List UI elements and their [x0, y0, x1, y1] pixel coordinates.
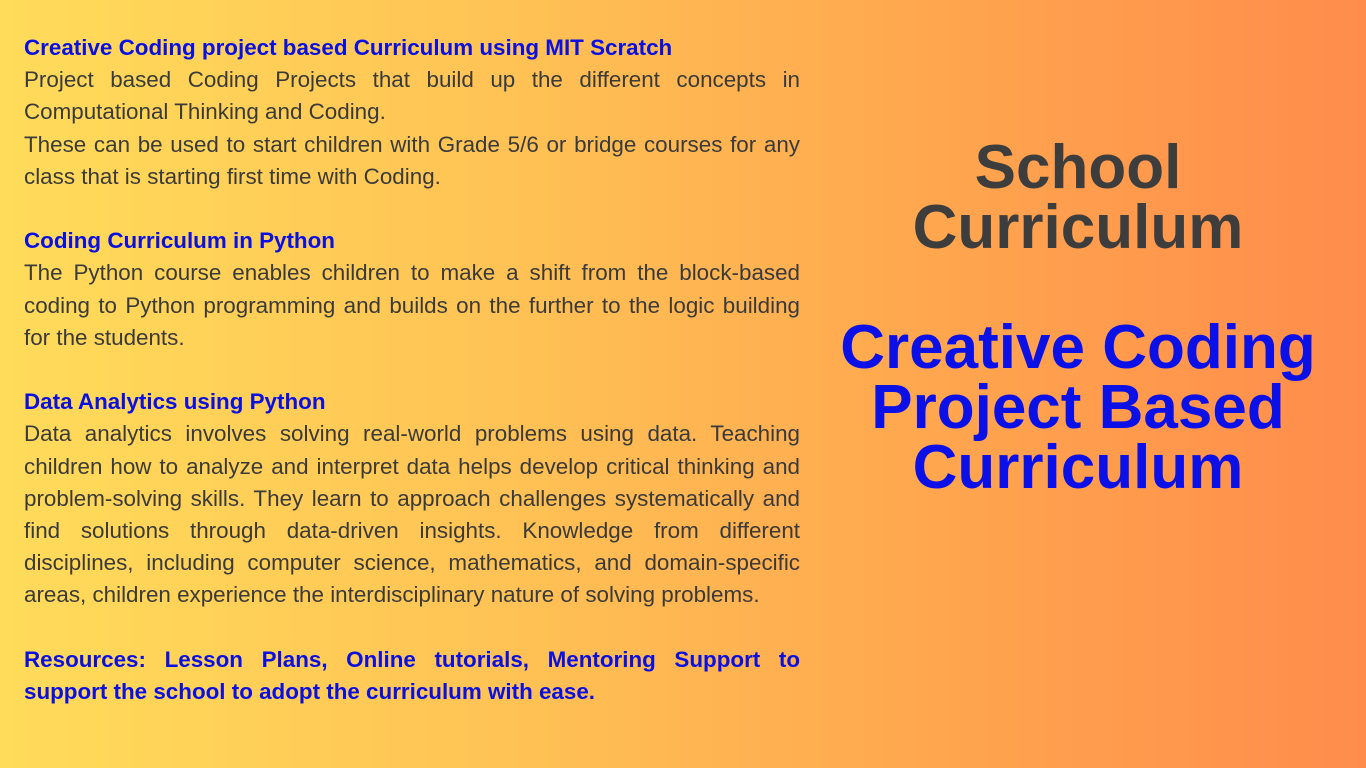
- title-line: Curriculum: [912, 193, 1244, 262]
- section-data-analytics: [24, 386, 800, 611]
- section-heading: Data Analytics using Python: [24, 389, 326, 415]
- resources-note: Resources: Lesson Plans, Online tutorials, Mentoring Support to support the school to adopt the curriculum with ease.: [24, 646, 800, 705]
- right-panel: [830, 133, 1326, 502]
- section-paragraph: Project based Coding Projects that build up the different concepts in Computational Thinking and Coding.: [24, 67, 800, 125]
- section-python: [24, 225, 800, 354]
- left-column: [24, 32, 800, 708]
- page-subtitle: [830, 313, 1326, 502]
- section-body: [24, 418, 800, 611]
- section-paragraph: Data analytics involves solving real-world problems using data. Teaching children how to analyze and interpret data helps develop critical thinking and problem-solving skills. They learn to approach challenges systematically and find solutions through data-driven insights. Knowledge from different disciplines, including computer science, mathematics, and domain-specific areas, children experience the interdisciplinary nature of solving problems.: [24, 421, 800, 608]
- section-body: [24, 257, 800, 354]
- section-heading: Coding Curriculum in Python: [24, 228, 335, 254]
- section-heading: Creative Coding project based Curriculum using MIT Scratch: [24, 35, 673, 60]
- section-paragraph: These can be used to start children with Grade 5/6 or bridge courses for any class that is starting first time with Coding.: [24, 131, 800, 189]
- page-title: [830, 133, 1326, 262]
- section-scratch: [24, 32, 800, 193]
- subtitle-line: Curriculum: [912, 433, 1244, 502]
- section-paragraph: The Python course enables children to make a shift from the block-based coding to Python programming and builds on the further to the logic building for the students.: [24, 260, 800, 350]
- subtitle-line: Project Based: [871, 373, 1285, 442]
- subtitle-line: Creative Coding: [840, 313, 1316, 382]
- title-line: School: [974, 133, 1182, 202]
- section-body: [24, 64, 800, 193]
